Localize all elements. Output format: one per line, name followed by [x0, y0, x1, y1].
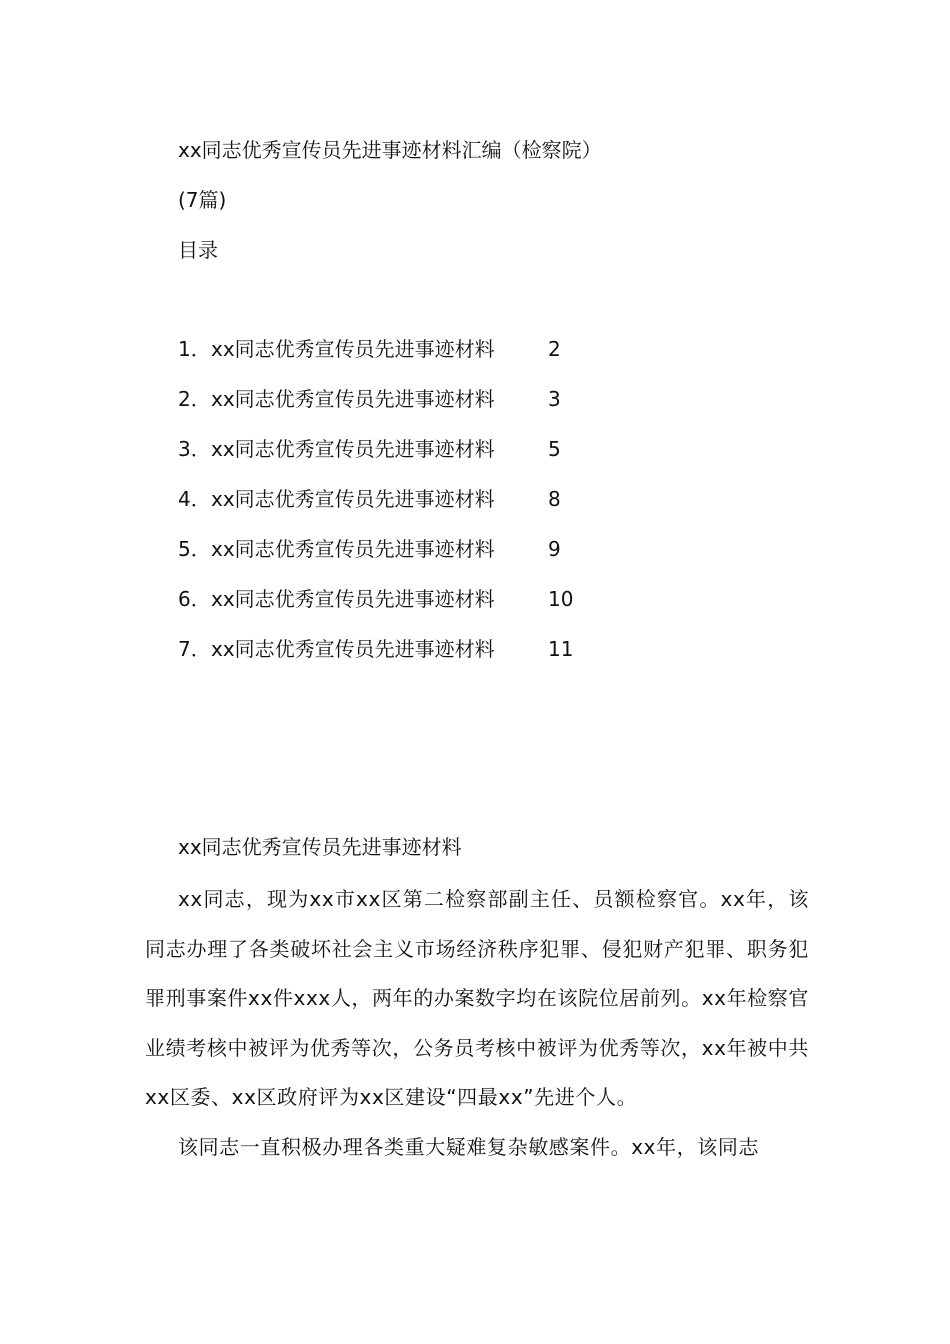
toc-item-1[interactable]: [178, 336, 598, 386]
toc-item-number: 5．: [178, 537, 211, 561]
toc-item-page: 2: [548, 337, 561, 361]
toc-item-6[interactable]: [178, 586, 598, 636]
toc-item-title: xx同志优秀宣传员先进事迹材料: [211, 587, 495, 611]
toc-item-page: 10: [548, 587, 574, 611]
toc-heading: 目录: [178, 238, 218, 262]
toc-item-page: 11: [548, 637, 574, 661]
section-heading: xx同志优秀宣传员先进事迹材料: [178, 835, 462, 859]
toc-item-number: 4．: [178, 487, 211, 511]
toc-item-title: xx同志优秀宣传员先进事迹材料: [211, 487, 495, 511]
toc-item-3[interactable]: [178, 436, 598, 486]
article-count: (7篇): [178, 188, 227, 212]
table-of-contents: [178, 336, 598, 686]
toc-item-page: 5: [548, 437, 561, 461]
toc-item-title: xx同志优秀宣传员先进事迹材料: [211, 637, 495, 661]
toc-item-number: 3．: [178, 437, 211, 461]
toc-item-number: 7．: [178, 637, 211, 661]
toc-item-number: 6．: [178, 587, 211, 611]
toc-item-title: xx同志优秀宣传员先进事迹材料: [211, 387, 495, 411]
toc-item-title: xx同志优秀宣传员先进事迹材料: [211, 437, 495, 461]
toc-item-2[interactable]: [178, 386, 598, 436]
toc-item-5[interactable]: [178, 536, 598, 586]
body-paragraph-1: xx同志，现为xx市xx区第二检察部副主任、员额检察官。xx年，该同志办理了各类破坏社会主义市场经济秩序犯罪、侵犯财产犯罪、职务犯罪刑事案件xx件xxx人，两年的办案数字均在该院位居前列。xx年检察官业绩考核中被评为优秀等次，公务员考核中被评为优秀等次，xx年被中共xx区委、xx区政府评为xx区建设“四最xx”先进个人。: [145, 887, 809, 1110]
toc-item-page: 9: [548, 537, 561, 561]
toc-item-number: 1．: [178, 337, 211, 361]
toc-item-title: xx同志优秀宣传员先进事迹材料: [211, 537, 495, 561]
toc-item-7[interactable]: [178, 636, 598, 686]
toc-item-page: 8: [548, 487, 561, 511]
body-text: [145, 875, 809, 1173]
document-title: xx同志优秀宣传员先进事迹材料汇编（检察院）: [178, 138, 602, 162]
toc-item-title: xx同志优秀宣传员先进事迹材料: [211, 337, 495, 361]
toc-item-4[interactable]: [178, 486, 598, 536]
toc-item-page: 3: [548, 387, 561, 411]
toc-item-number: 2．: [178, 387, 211, 411]
body-paragraph-2: 该同志一直积极办理各类重大疑难复杂敏感案件。xx年，该同志: [178, 1134, 760, 1159]
